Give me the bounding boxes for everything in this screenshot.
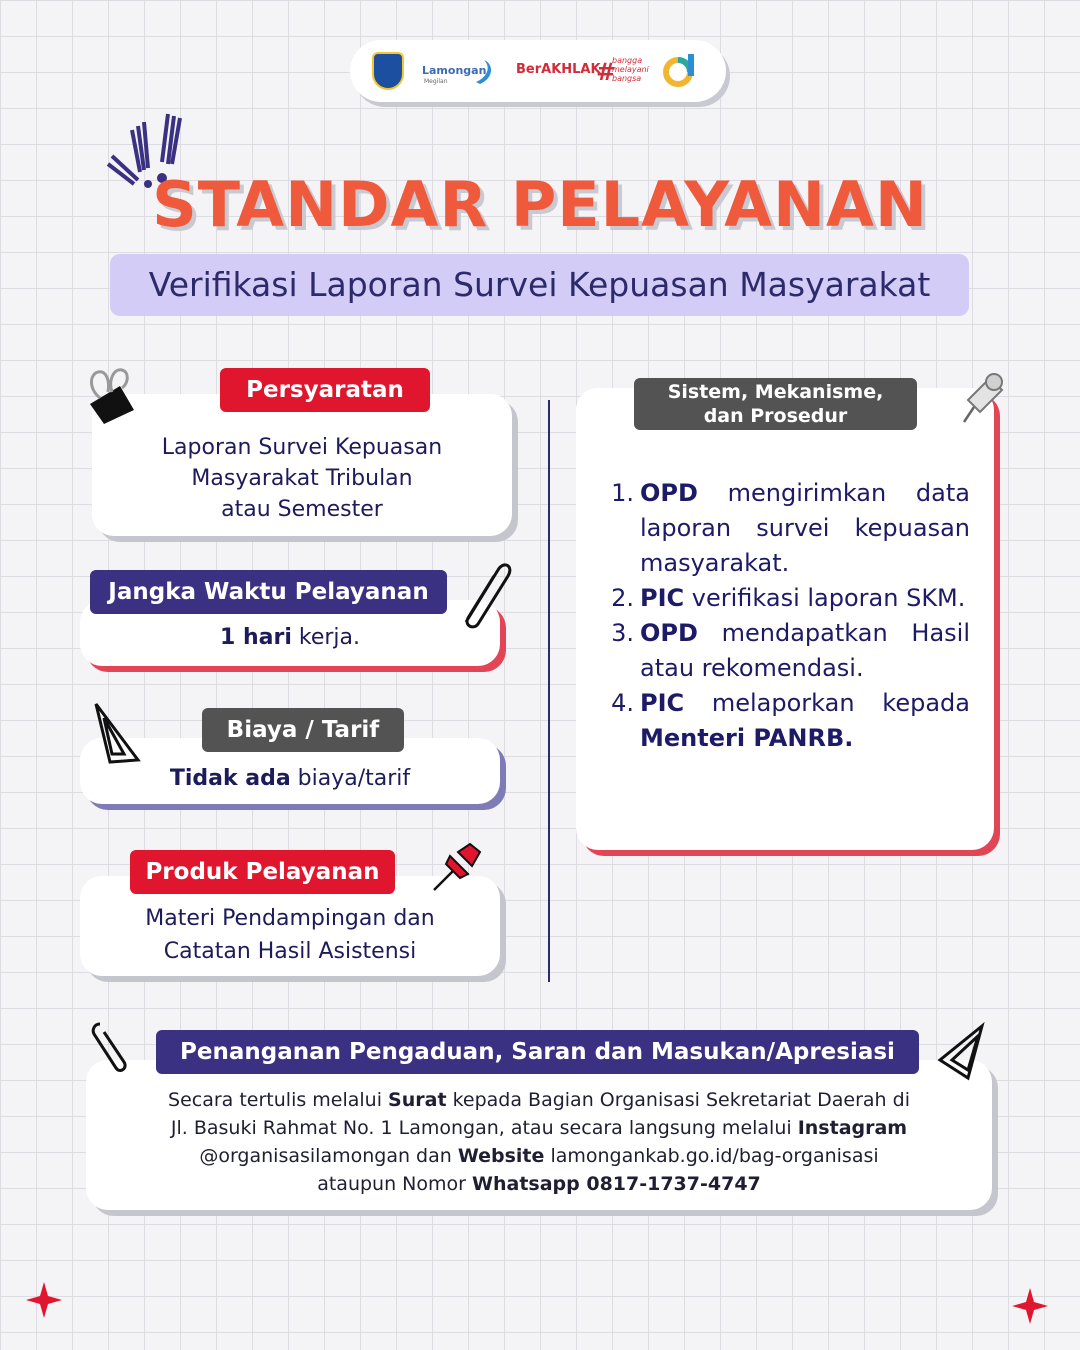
push-pin-red-icon (430, 838, 486, 894)
sparkle-right-icon (1010, 1286, 1050, 1326)
subtitle: Verifikasi Laporan Survei Kepuasan Masyarakat (110, 254, 969, 316)
sistem-steps (600, 476, 970, 756)
persyaratan-line3: atau Semester (221, 497, 383, 522)
pengaduan-text: @organisasilamongan dan (199, 1145, 458, 1167)
paperclip-icon (452, 560, 512, 630)
pengaduan-text: ataupun Nomor (317, 1173, 473, 1195)
organisasi-logo-icon (660, 50, 700, 90)
bangga-line2: melayani (612, 65, 649, 74)
pengaduan-line4 (86, 1170, 992, 1198)
jangka-label: Jangka Waktu Pelayanan (90, 570, 447, 614)
step-item-4 (600, 686, 970, 756)
pengaduan-text: Jl. Basuki Rahmat No. 1 Lamongan, atau secara langsung melalui (170, 1117, 798, 1139)
pengaduan-line2 (86, 1114, 992, 1142)
sistem-label-line1: Sistem, Mekanisme, (667, 381, 884, 403)
biaya-value-bold: Tidak ada (169, 766, 291, 791)
step-description: mendapatkan Hasil atau rekomendasi. (640, 619, 970, 682)
step-actor: OPD (640, 619, 698, 647)
biaya-value-rest: biaya/tarif (290, 766, 411, 791)
sistem-label-line2: dan Prosedur (703, 405, 848, 427)
pengaduan-instagram: Instagram (797, 1117, 908, 1139)
pengaduan-surat: Surat (388, 1089, 447, 1111)
column-divider (548, 400, 550, 982)
wave-logo-icon (472, 56, 494, 86)
jangka-value-bold: 1 hari (220, 625, 292, 650)
jangka-value-rest: kerja. (291, 625, 360, 650)
binder-clip-icon (84, 366, 140, 426)
binder-clip-outline-icon (88, 698, 144, 770)
produk-label: Produk Pelayanan (130, 850, 395, 894)
persyaratan-card (92, 394, 512, 536)
sparkle-left-icon (24, 1280, 64, 1320)
pengaduan-text: kepada Bagian Organisasi Sekretariat Daerah di (446, 1089, 910, 1111)
step-number: 2. (611, 584, 634, 612)
bangga-line1: bangga (612, 56, 643, 65)
step-actor: PIC (640, 584, 685, 612)
binder-clip-outline-right-icon (932, 1020, 992, 1084)
lamongan-logo-text: Lamongan (422, 64, 487, 77)
hashtag-icon: # (596, 58, 617, 86)
produk-line1: Materi Pendampingan dan (145, 906, 435, 931)
sistem-label (634, 378, 917, 430)
step-text (640, 476, 970, 581)
step-text (640, 581, 970, 616)
step-item-2 (600, 581, 970, 616)
sistem-card (576, 388, 994, 850)
push-pin-silver-icon (950, 368, 1006, 428)
pengaduan-label: Penanganan Pengaduan, Saran dan Masukan/Apresiasi (156, 1030, 919, 1074)
step-text (640, 616, 970, 686)
lamongan-seal-logo (372, 52, 404, 90)
logo-bar (350, 40, 726, 102)
persyaratan-line2: Masyarakat Tribulan (191, 466, 413, 491)
pengaduan-text: lamongankab.go.id/bag-organisasi (544, 1145, 879, 1167)
lamongan-logo-tag: Megilan (424, 78, 448, 85)
step-number: 3. (611, 619, 634, 647)
step-text (640, 686, 970, 756)
step-description: verifikasi laporan SKM. (684, 584, 966, 612)
step-actor: OPD (640, 479, 698, 507)
produk-line2: Catatan Hasil Asistensi (163, 939, 417, 964)
persyaratan-label: Persyaratan (220, 368, 430, 412)
bangga-line3: bangsa (612, 74, 642, 83)
step-number: 4. (611, 689, 634, 717)
step-number: 1. (611, 479, 634, 507)
step-target: Menteri PANRB. (640, 724, 854, 752)
jangka-value (80, 622, 500, 653)
step-description: melaporkan kepada (684, 689, 970, 717)
step-item-3 (600, 616, 970, 686)
pengaduan-text: Secara tertulis melalui (168, 1089, 389, 1111)
pengaduan-line1 (86, 1086, 992, 1114)
pengaduan-whatsapp: Whatsapp 0817-1737-4747 (472, 1173, 761, 1195)
persyaratan-line1: Laporan Survei Kepuasan (161, 435, 443, 460)
paperclip-small-icon (86, 1018, 130, 1074)
step-actor: PIC (640, 689, 685, 717)
pengaduan-line3 (86, 1142, 992, 1170)
page-title: STANDAR PELAYANAN (152, 168, 928, 241)
step-description: mengirimkan data laporan survei kepuasan masyarakat. (640, 479, 970, 577)
berakhlak-logo: BerAKHLAK (516, 62, 601, 77)
bangga-melayani-logo (612, 56, 649, 83)
pengaduan-website: Website (457, 1145, 545, 1167)
biaya-label: Biaya / Tarif (202, 708, 404, 752)
step-item-1 (600, 476, 970, 581)
pengaduan-card (86, 1060, 992, 1210)
